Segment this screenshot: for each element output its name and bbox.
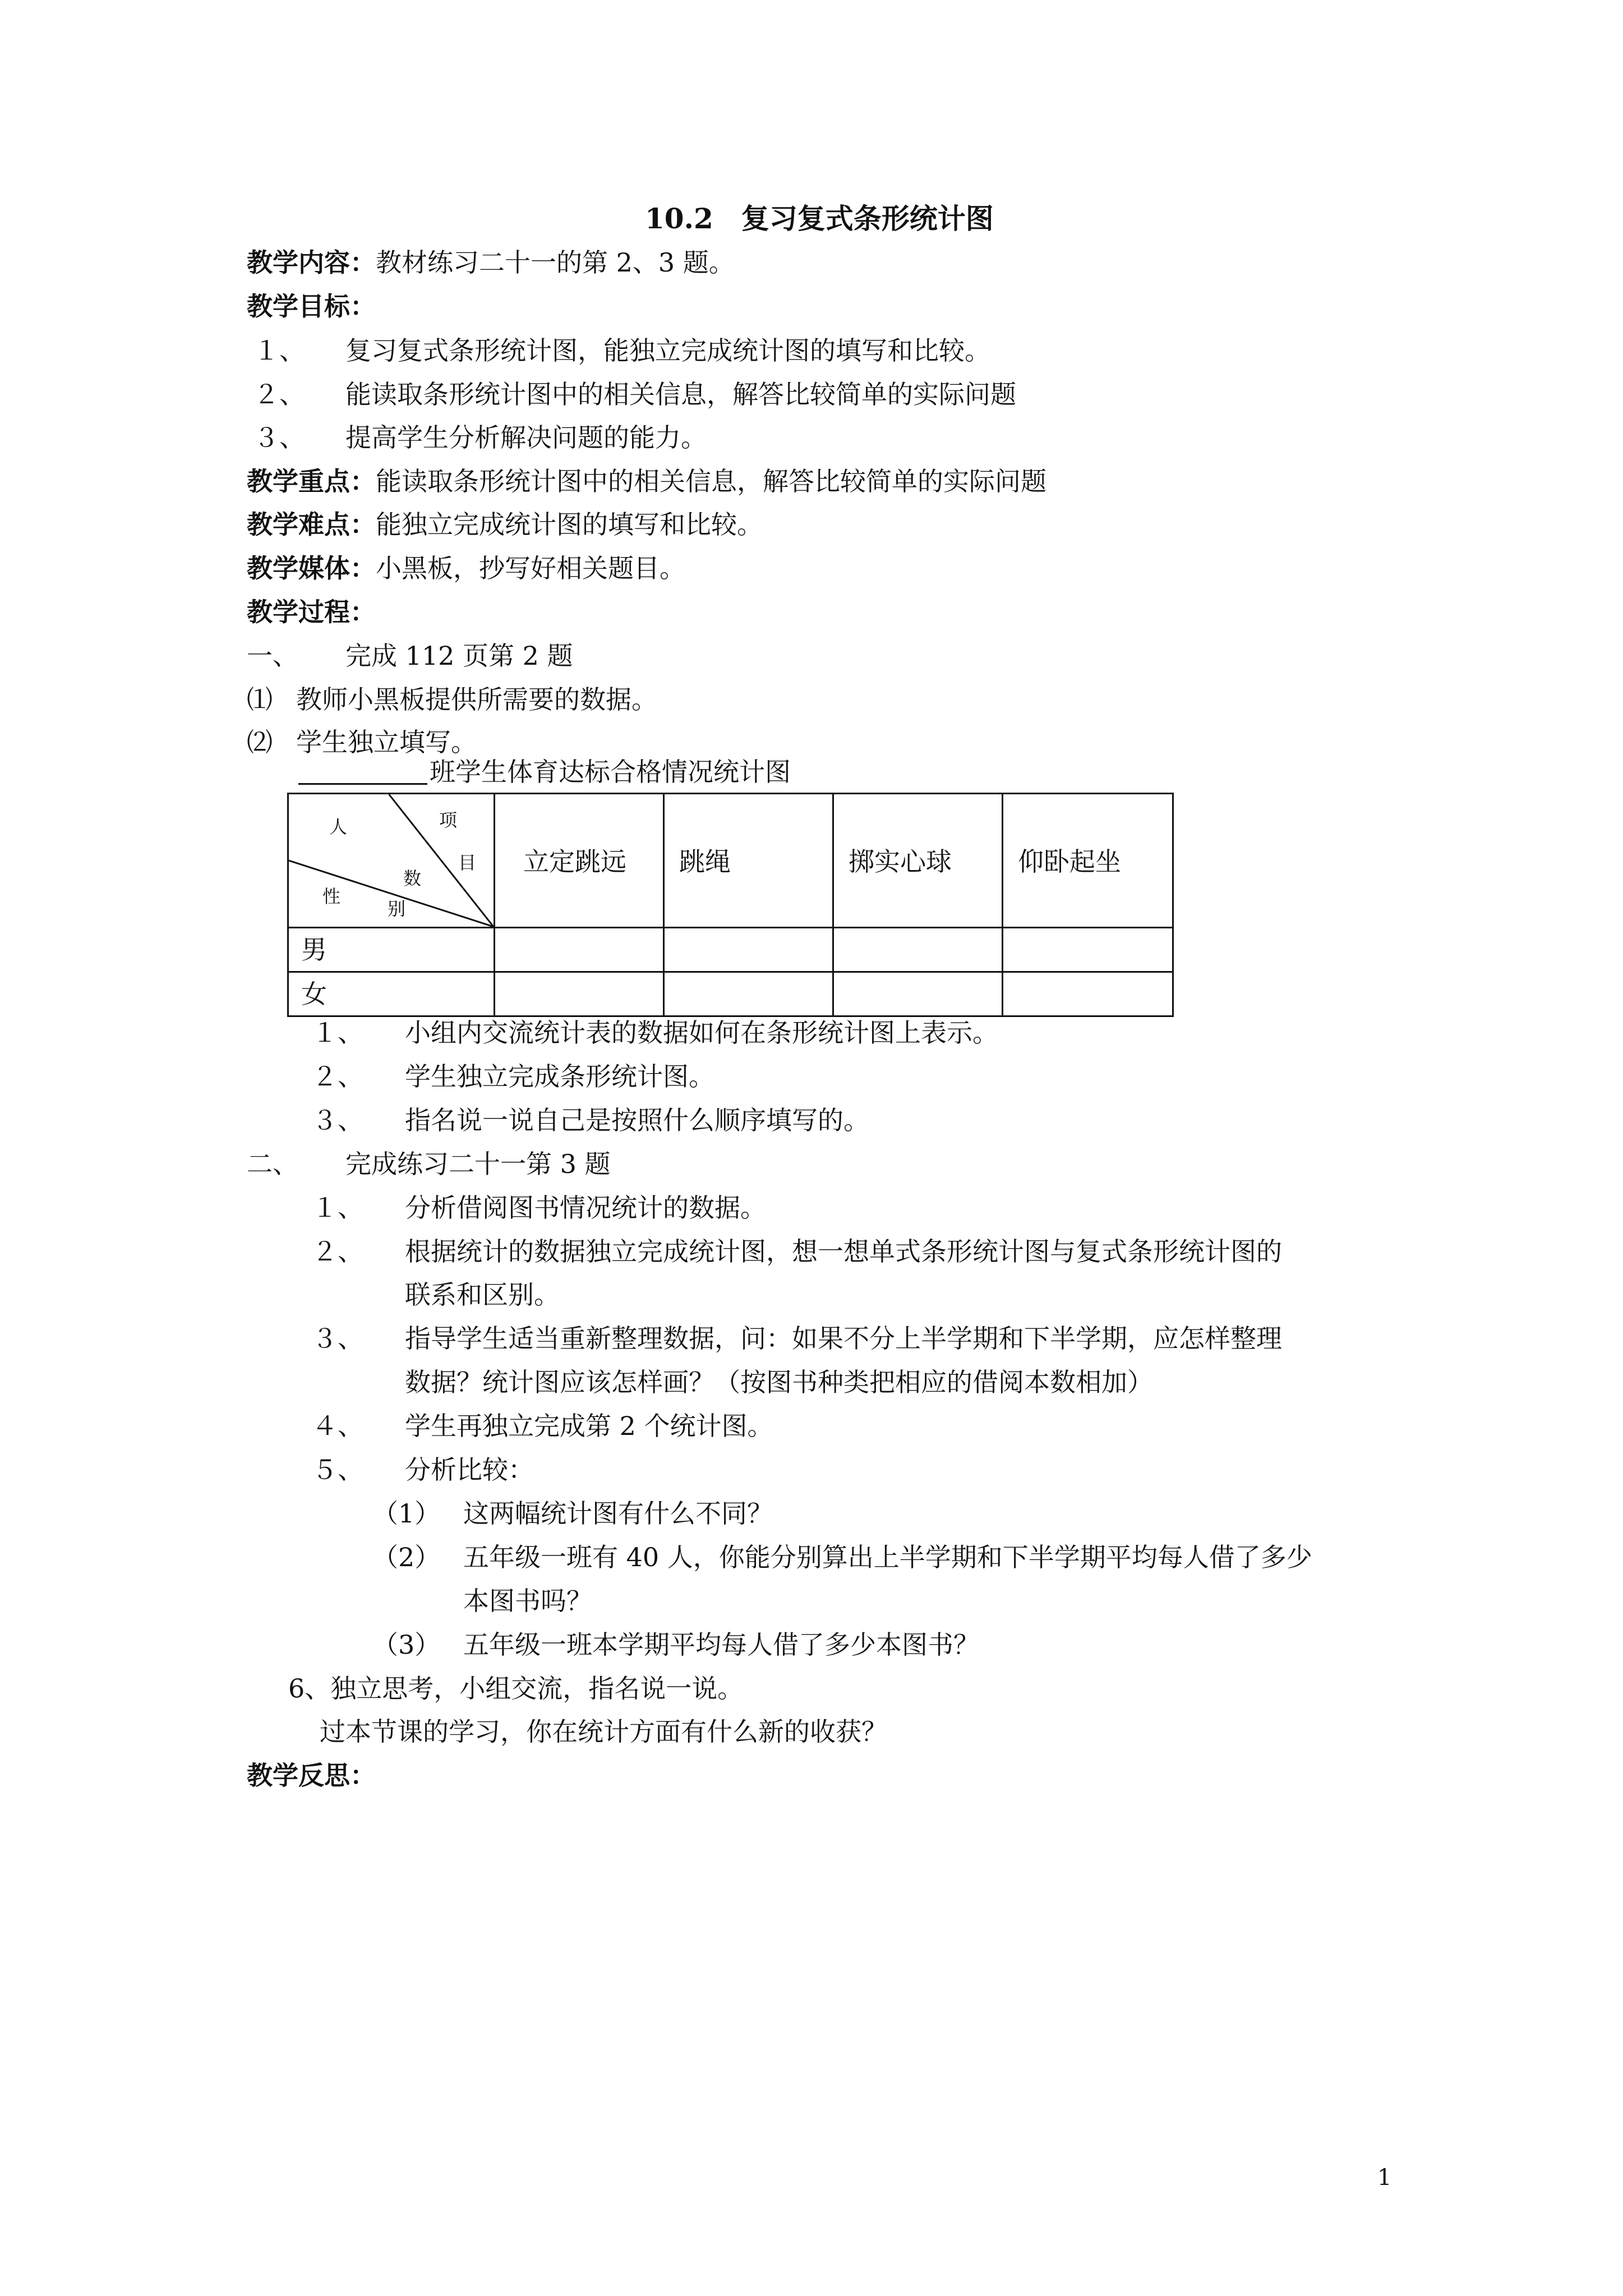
corner-label-ren: 人: [329, 816, 348, 838]
table-cell: [833, 972, 1003, 1016]
part1-step-text-3: 指名说一说自己是按照什么顺序填写的。: [405, 1105, 869, 1135]
part1-text: 完成 112 页第 2 题: [345, 641, 573, 671]
table-caption-text: 班学生体育达标合格情况统计图: [430, 757, 791, 787]
table-cell: [1003, 928, 1173, 972]
step-6: 6、独立思考，小组交流，指名说一说。: [288, 1673, 744, 1704]
content-line: [247, 247, 735, 278]
key-point-line: [247, 468, 1046, 494]
part2-step-text-5: 分析比较：: [405, 1455, 534, 1485]
question-num-1: （1）: [372, 1498, 441, 1529]
key-point-text: 能读取条形统计图中的相关信息，解答比较简单的实际问题: [376, 466, 1046, 496]
question-num-3: （3）: [372, 1630, 441, 1660]
part2-step-text-4: 学生再独立完成第 2 个统计图。: [405, 1411, 773, 1441]
table-cell: [833, 928, 1003, 972]
objective-num-2: ２、: [253, 379, 305, 409]
part2-step-text-3a: 指导学生适当重新整理数据，问：如果不分上半学期和下半学期，应怎样整理: [405, 1323, 1282, 1354]
part1-step-num-2: ２、: [312, 1061, 363, 1092]
corner-label-xiang: 项: [439, 809, 458, 831]
part2-step-num-4: ４、: [312, 1411, 363, 1441]
difficulty-label: 教学难点：: [247, 509, 376, 540]
media-line: [247, 555, 685, 581]
table-cell: [495, 928, 664, 972]
part2-step-text-3b: 数据？统计图应该怎样画？（按图书种类把相应的借阅本数相加）: [405, 1367, 1153, 1397]
table-cell: [664, 972, 833, 1016]
part1-step-num-3: ３、: [312, 1105, 363, 1135]
row-label-male: 男: [288, 928, 495, 972]
header-label-2: 跳绳: [679, 846, 731, 877]
table-caption: [298, 758, 791, 785]
process-label: 教学过程：: [247, 597, 376, 627]
header-label-3: 掷实心球: [849, 846, 952, 877]
page-title: 10.2 复习复式条形统计图: [645, 202, 994, 235]
table-cell: [664, 928, 833, 972]
question-text-1: 这两幅统计图有什么不同？: [463, 1498, 773, 1529]
question-text-3: 五年级一班本学期平均每人借了多少本图书？: [463, 1630, 979, 1660]
objective-num-3: ３、: [253, 422, 305, 453]
table-cell: [1003, 972, 1173, 1016]
part2-text: 完成练习二十一第 3 题: [345, 1149, 611, 1179]
part1-step-num-1: １、: [312, 1018, 363, 1048]
key-point-label: 教学重点：: [247, 466, 376, 496]
part2-num: 二、: [247, 1149, 298, 1179]
part1-sub-text-1: 教师小黑板提供所需要的数据。: [296, 684, 657, 715]
corner-cell: [288, 794, 495, 928]
header-cell-3: [833, 794, 1003, 928]
difficulty-line: [247, 509, 763, 540]
table-row-male: [288, 928, 1173, 972]
row-label-female: 女: [288, 972, 495, 1016]
part2-step-num-5: ５、: [312, 1455, 363, 1485]
summary-question: 过本节课的学习，你在统计方面有什么新的收获？: [320, 1717, 887, 1747]
header-cell-4: [1003, 794, 1173, 928]
corner-label-bie: 别: [388, 898, 406, 919]
table-row-female: [288, 972, 1173, 1016]
class-blank: [298, 758, 427, 785]
stats-table: [287, 793, 1174, 1017]
page-number: 1: [1377, 2165, 1392, 2191]
part2-step-num-2: ２、: [312, 1236, 363, 1267]
objective-text-1: 复习复式条形统计图，能独立完成统计图的填写和比较。: [345, 335, 990, 366]
part1-step-text-1: 小组内交流统计表的数据如何在条形统计图上表示。: [405, 1018, 998, 1048]
table-cell: [495, 972, 664, 1016]
objective-text-2: 能读取条形统计图中的相关信息，解答比较简单的实际问题: [345, 379, 1016, 409]
question-text-2b: 本图书吗？: [463, 1586, 592, 1616]
objective-text-3: 提高学生分析解决问题的能力。: [345, 422, 707, 453]
part2-step-text-2b: 联系和区别。: [405, 1280, 560, 1310]
corner-label-xing: 性: [322, 886, 341, 907]
corner-label-mu: 目: [458, 852, 477, 873]
part2-step-text-1: 分析借阅图书情况统计的数据。: [405, 1193, 766, 1223]
part1-sub-text-2: 学生独立填写。: [296, 727, 477, 757]
header-label-4: 仰卧起坐: [1018, 846, 1121, 877]
media-text: 小黑板，抄写好相关题目。: [376, 553, 685, 583]
reflection-label: 教学反思：: [247, 1760, 376, 1791]
header-cell-2: [664, 794, 833, 928]
part1-sub-num-2: ⑵: [247, 727, 273, 757]
part1-step-text-2: 学生独立完成条形统计图。: [405, 1061, 714, 1092]
part2-step-num-3: ３、: [312, 1323, 363, 1354]
table-header-row: [288, 794, 1173, 928]
content-label: 教学内容：: [247, 247, 376, 278]
objectives-label: 教学目标：: [247, 291, 376, 321]
media-label: 教学媒体：: [247, 553, 376, 583]
question-num-2: （2）: [372, 1542, 441, 1572]
part2-step-text-2a: 根据统计的数据独立完成统计图，想一想单式条形统计图与复式条形统计图的: [405, 1236, 1282, 1267]
header-cell-1: [495, 794, 664, 928]
part1-sub-num-1: ⑴: [247, 684, 273, 715]
objective-num-1: １、: [253, 335, 305, 366]
part1-num: 一、: [247, 641, 298, 671]
difficulty-text: 能独立完成统计图的填写和比较。: [376, 509, 763, 540]
content-text: 教材练习二十一的第 2、3 题。: [376, 247, 735, 278]
question-text-2a: 五年级一班有 40 人，你能分别算出上半学期和下半学期平均每人借了多少: [463, 1542, 1312, 1572]
part2-step-num-1: １、: [312, 1193, 363, 1223]
corner-label-shu: 数: [403, 868, 422, 889]
header-label-1: 立定跳远: [523, 846, 626, 877]
